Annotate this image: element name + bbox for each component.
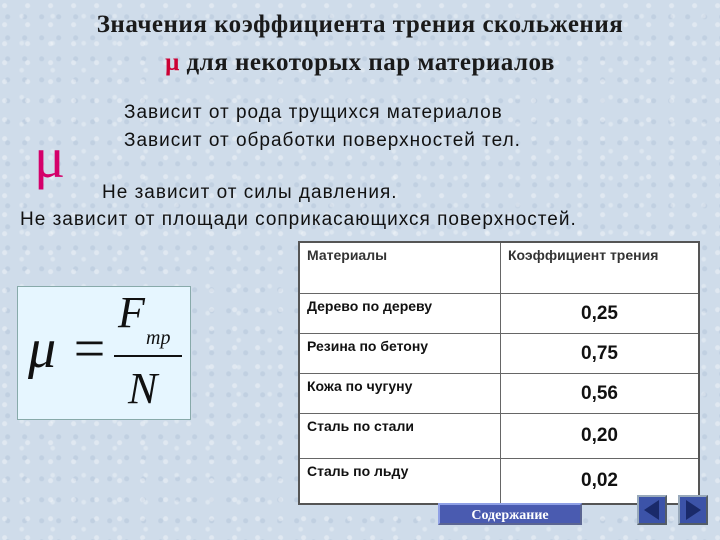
statement-1: Зависит от рода трущихся материалов	[124, 102, 503, 123]
big-mu-symbol: μ	[34, 125, 66, 190]
formula-lhs: μ =	[28, 318, 108, 380]
table-header-row	[299, 242, 699, 294]
friction-formula	[17, 286, 191, 420]
material-cell: Кожа по чугуну	[299, 374, 501, 414]
fraction-bar	[114, 355, 182, 357]
friction-table	[298, 241, 700, 505]
statement-2: Зависит от обработки поверхностей тел.	[124, 130, 521, 151]
slide-title	[0, 6, 720, 82]
value-cell: 0,25	[501, 294, 700, 334]
table-row	[299, 294, 699, 334]
value-cell: 0,56	[501, 374, 700, 414]
material-cell: Резина по бетону	[299, 334, 501, 374]
table-row	[299, 414, 699, 459]
value-cell: 0,75	[501, 334, 700, 374]
contents-button[interactable]: Содержание	[438, 503, 582, 525]
formula-denominator: N	[128, 364, 158, 413]
triangle-left-icon	[639, 497, 665, 523]
table-row	[299, 374, 699, 414]
header-coefficient: Коэффициент трения	[501, 242, 700, 294]
statement-4: Не зависит от площади соприкасающихся поверхностей.	[20, 209, 577, 230]
value-cell: 0,20	[501, 414, 700, 459]
title-line-1: Значения коэффициента трения скольжения	[96, 11, 624, 38]
triangle-right-icon	[680, 497, 706, 523]
statement-3: Не зависит от силы давления.	[102, 182, 398, 203]
formula-subscript: тр	[146, 327, 171, 349]
table-row	[299, 334, 699, 374]
title-mu-symbol: μ	[165, 49, 180, 76]
prev-slide-button[interactable]	[637, 495, 667, 525]
header-materials: Материалы	[299, 242, 501, 294]
title-line-2	[0, 44, 720, 82]
material-cell: Дерево по дереву	[299, 294, 501, 334]
material-cell: Сталь по льду	[299, 459, 501, 505]
title-line-2-text: для некоторых пар материалов	[179, 49, 555, 76]
material-cell: Сталь по стали	[299, 414, 501, 459]
next-slide-button[interactable]	[678, 495, 708, 525]
formula-numerator: F	[118, 288, 145, 337]
value-cell: 0,02	[501, 459, 700, 505]
